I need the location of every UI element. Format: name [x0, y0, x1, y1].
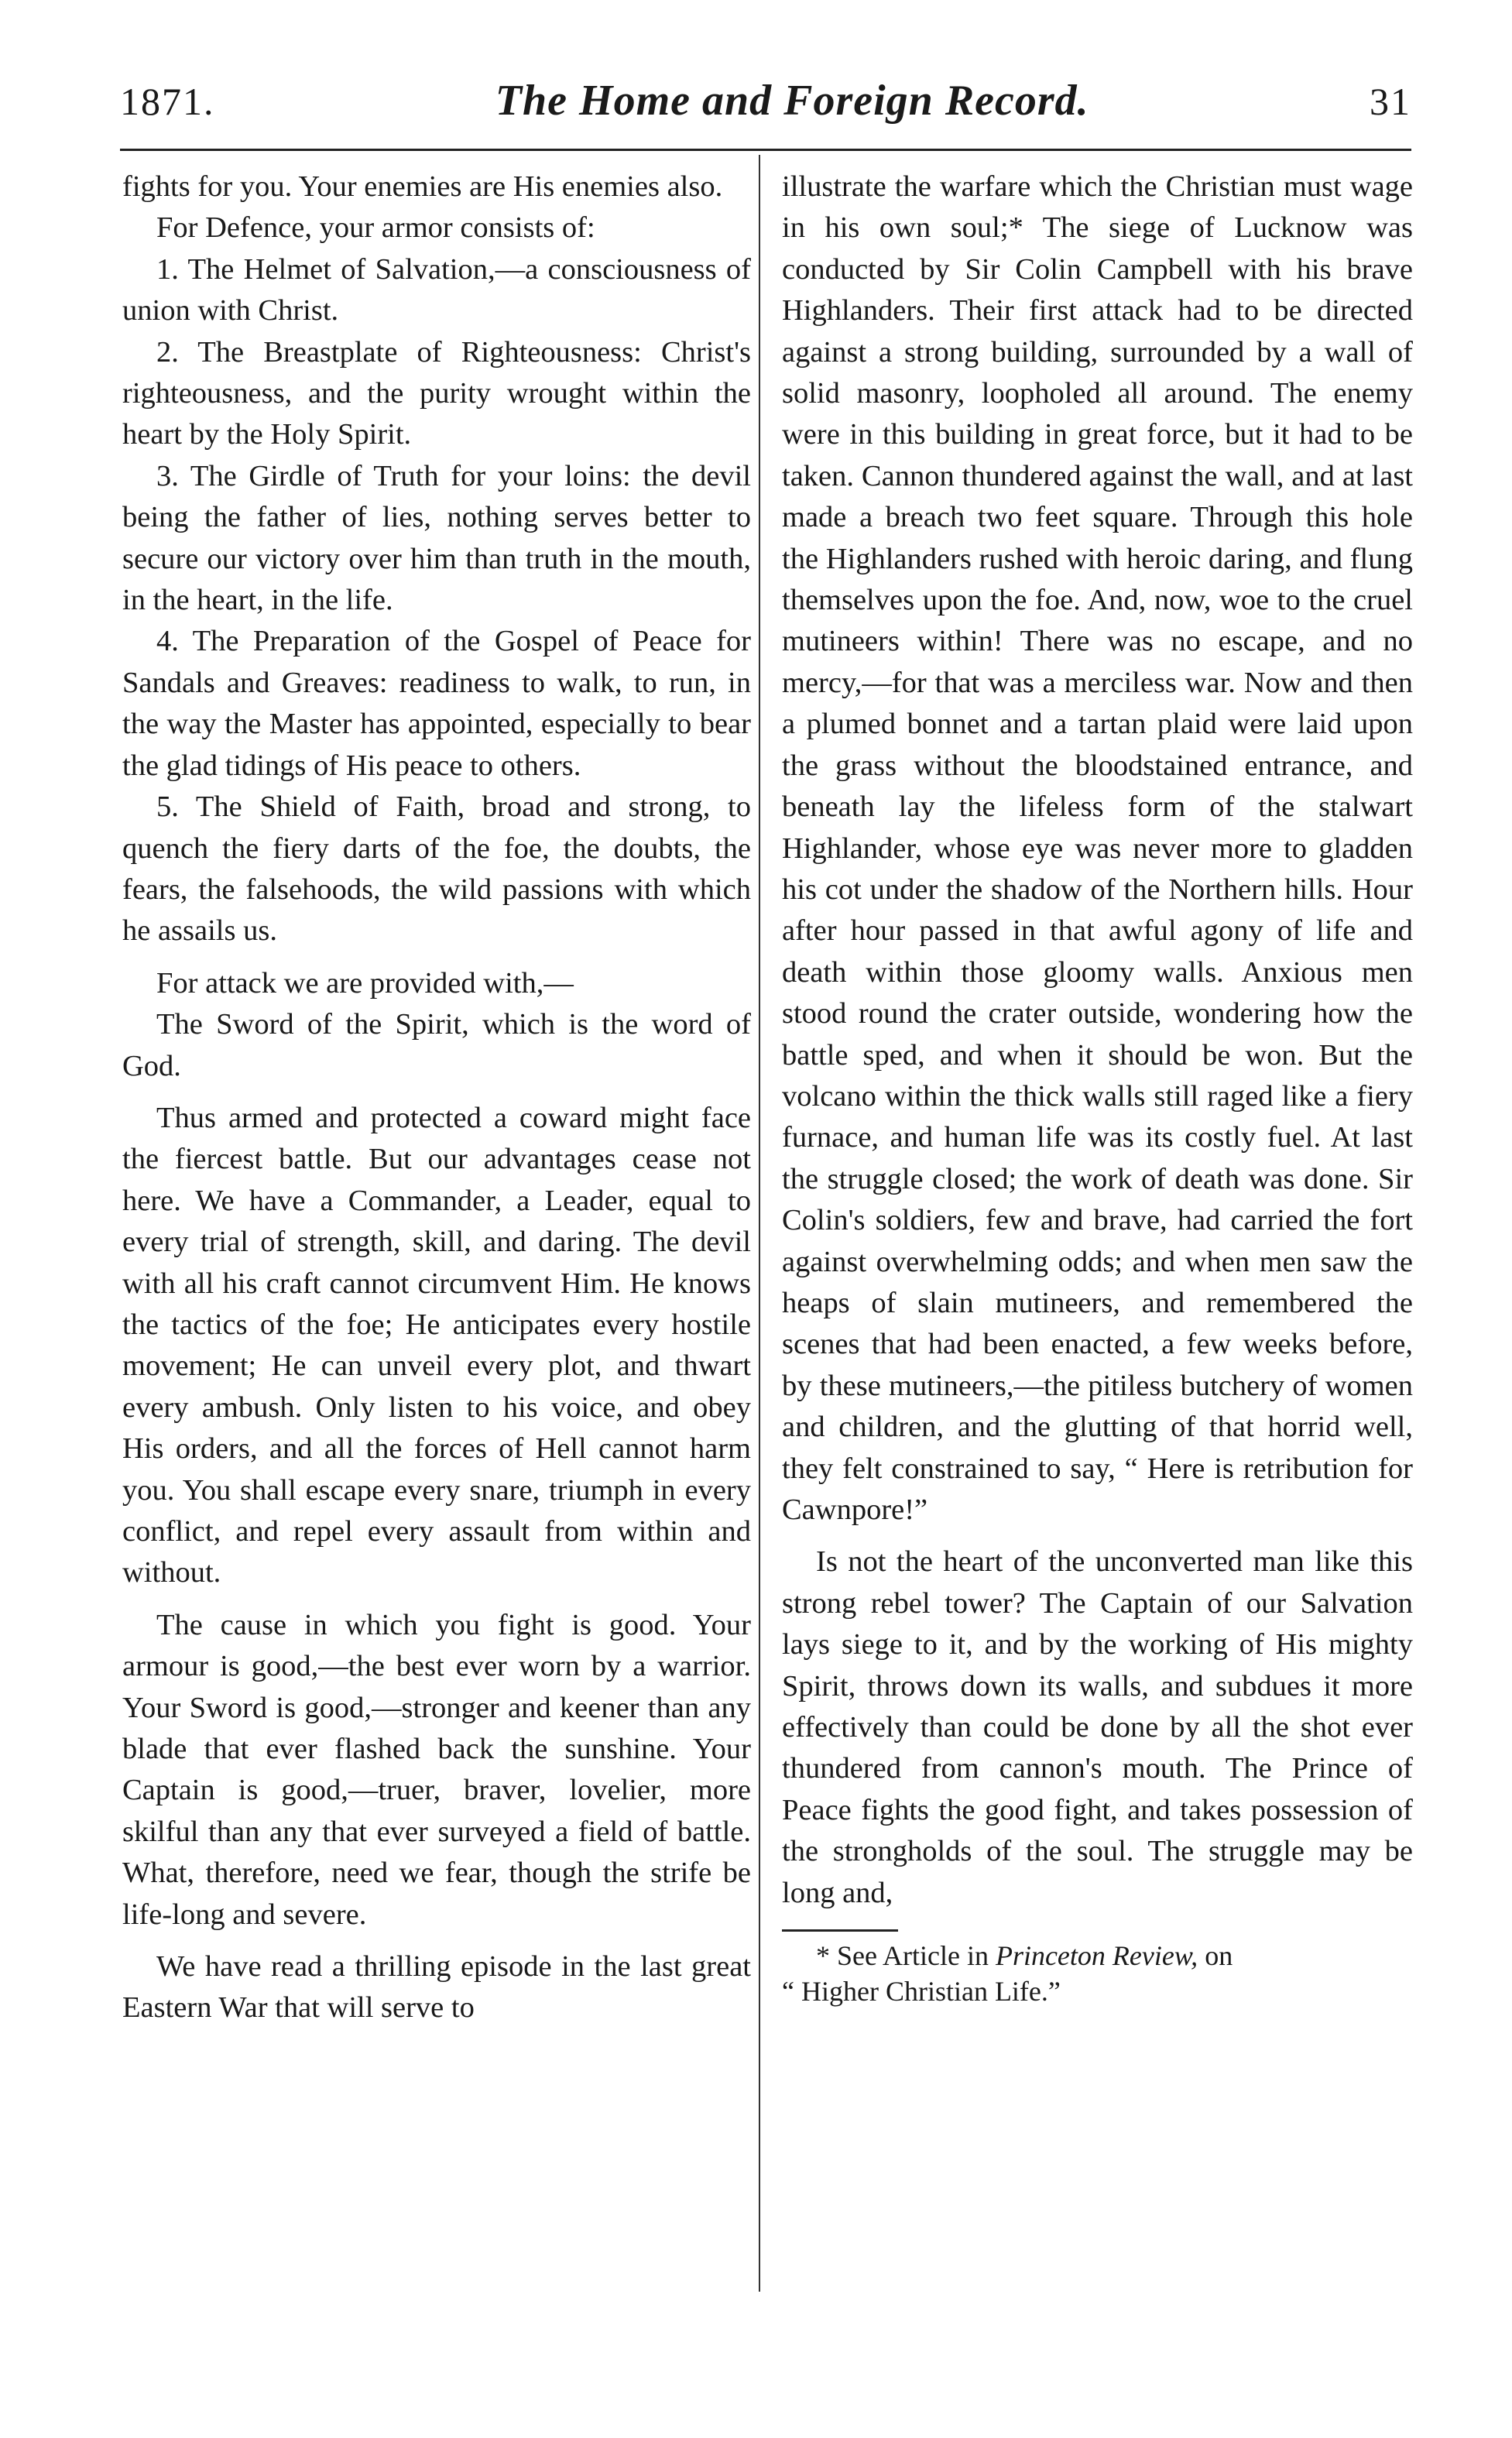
footnote-suffix: on [1198, 1940, 1233, 1972]
paragraph: Is not the heart of the unconverted man like this strong rebel tower? The Captain of our Salvation lays siege to it, and by the working of His mighty Spirit, throws down its walls, and subdues it more effectively than could be done by all the shot ever thundered from cannon's mouth. The Prince of Peace fights the good fight, and takes possession of the strongholds of the soul. The struggle may be long and, [782, 1545, 1413, 1909]
footnote-journal: Princeton Review, [995, 1940, 1198, 1972]
footnote [782, 1938, 1413, 2009]
paragraph: 5. The Shield of Faith, broad and strong, to quench the fiery darts of the foe, the doubts, the fears, the falsehoods, the wild passions with which he assails us. [122, 790, 751, 948]
right-column [782, 166, 1413, 2009]
paragraph: 3. The Girdle of Truth for your loins: the devil being the father of lies, nothing serves better to secure our victory over him than truth in the mouth, in the heart, in the life. [122, 459, 751, 617]
column-divider [759, 155, 760, 2292]
paragraph: fights for you. Your enemies are His enemies also. [122, 170, 723, 203]
paragraph: Thus armed and protected a coward might face the fiercest battle. But our advantages cease not here. We have a Commander, a Leader, equal to every trial of strength, skill, and daring. The devil with all his craft cannot circumvent Him. He knows the tactics of the foe; He anticipates every hostile movement; He can unveil every plot, and thwart every ambush. Only listen to his voice, and obey His orders, and all the forces of Hell cannot harm you. You shall escape every snare, triumph in every conflict, and repel every assault from within and without. [122, 1101, 751, 1589]
running-header [120, 76, 1411, 138]
page-number: 31 [1369, 80, 1411, 123]
header-year: 1871. [120, 80, 215, 123]
paragraph: 2. The Breastplate of Righteousness: Christ's righteousness, and the purity wrought within the heart by the Holy Spirit. [122, 335, 751, 451]
paragraph: 1. The Helmet of Salvation,—a consciousness of union with Christ. [122, 252, 751, 327]
paragraph: For attack we are provided with,— [156, 966, 574, 1000]
left-column [122, 166, 751, 2029]
header-rule [120, 149, 1411, 151]
paragraph: We have read a thrilling episode in the last great Eastern War that will serve to [122, 1950, 751, 2025]
paragraph: 4. The Preparation of the Gospel of Peace for Sandals and Greaves: readiness to walk, to run, in the way the Master has appointed, especially to bear the glad tidings of His peace to others. [122, 625, 751, 782]
paragraph: For Defence, your armor consists of: [156, 211, 595, 245]
footnote-prefix: * See Article in [816, 1940, 996, 1972]
journal-title: The Home and Foreign Record. [495, 77, 1089, 125]
paragraph: illustrate the warfare which the Christian must wage in his own soul;* The siege of Lucknow was conducted by Sir Colin Campbell with his brave Highlanders. Their first attack had to be directed against a strong building, surrounded by a wall of solid masonry, loopholed all around. The enemy were in this building in great force, but it had to be taken. Cannon thundered against the wall, and at last made a breach two feet square. Through this hole the Highlanders rushed with heroic daring, and flung themselves upon the foe. And, now, woe to the cruel mutineers within! There was no escape, and no mercy,—for that was a merciless war. Now and then a plumed bonnet and a tartan plaid were laid upon the grass without the bloodstained entrance, and beneath lay the lifeless form of the stalwart Highlander, whose eye was never more to gladden his cot under the shadow of the Northern hills. Hour after hour passed in that awful agony of life and death within those gloomy walls. Anxious men stood round the crater outside, wondering how the battle sped, and when it should be won. But the volcano within the thick walls still raged like a fiery furnace, and human life was its costly fuel. At last the struggle closed; the work of death was done. Sir Colin's soldiers, few and brave, had carried the fort against overwhelming odds; and when men saw the heaps of slain mutineers, and remembered the scenes that had been enacted, a few weeks before, by these mutineers,—the pitiless butchery of women and children, and the glutting of that horrid well, they felt constrained to say, “ Here is retribution for Cawnpore!” [782, 170, 1413, 1526]
paragraph: The Sword of the Spirit, which is the word of God. [122, 1008, 751, 1082]
footnote-line2: “ Higher Christian Life.” [782, 1976, 1061, 2008]
paragraph: The cause in which you fight is good. Your armour is good,—the best ever worn by a warrior. Your Sword is good,—stronger and keener than any blade that ever flashed back the sunshine. Your Captain is good,—truer, braver, lovelier, more skilful than any that ever surveyed a field of battle. What, therefore, need we fear, though the strife be life-long and severe. [122, 1608, 751, 1931]
footnote-rule [782, 1929, 898, 1932]
